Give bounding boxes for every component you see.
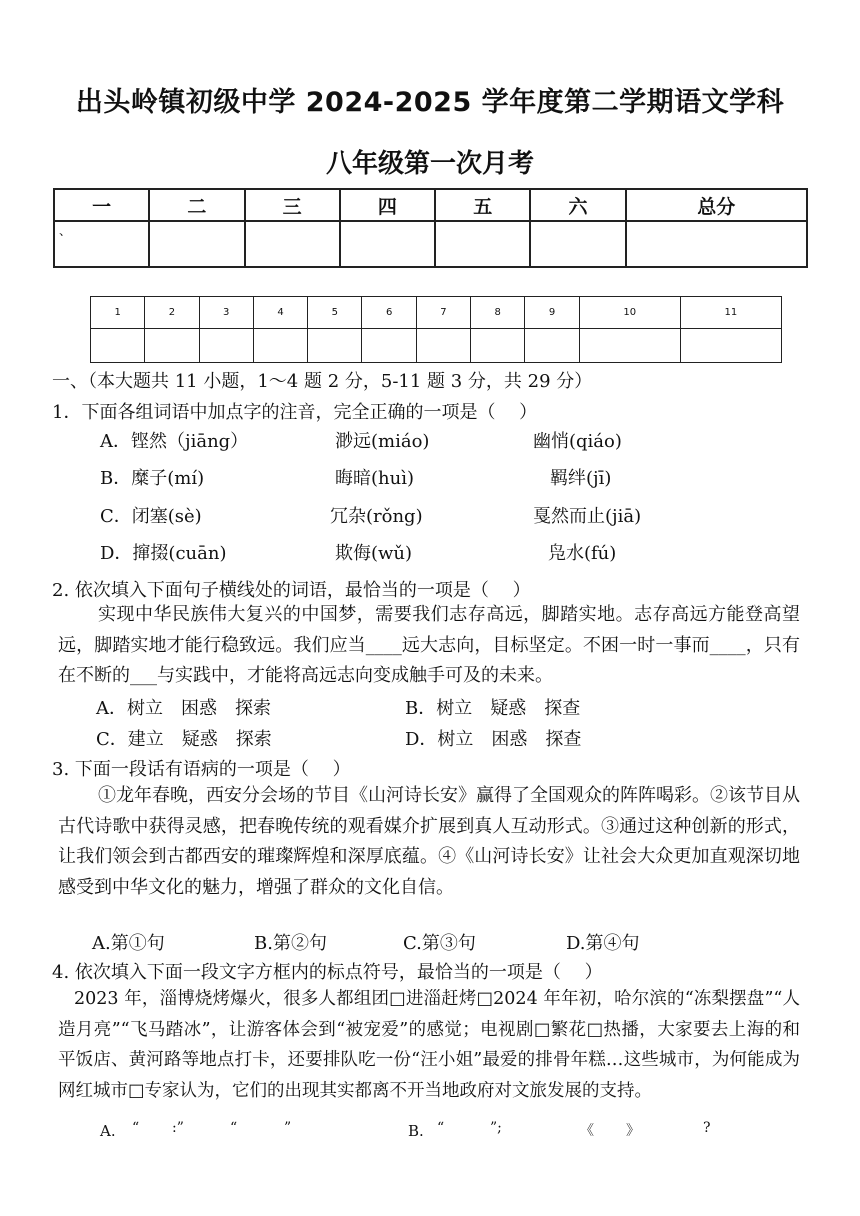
score-header-2: 二 [149,189,244,221]
score-cell-total [626,221,807,267]
score-header-3: 三 [245,189,340,221]
q1-option-c1: C．闭塞(sè) [100,506,202,527]
answer-number: 8 [471,297,525,329]
q4-option-b-label: B. [408,1122,424,1140]
score-header-total: 总分 [626,189,807,221]
score-cell-3 [245,221,340,267]
q1-option-d1: D．撺掇(cuān) [100,543,227,564]
q1-option-a3: 幽悄(qiáo) [533,431,622,452]
q4-passage: 2023 年，淄博烧烤爆火，很多人都组团□进淄赶烤□2024 年年初，哈尔滨的“冻梨摆盘”“人造月亮”“飞马踏冰”，让游客体会到“被宠爱”的感觉；电视剧□繁花□热播，大家要去上海的和平饭店、黄河路等地点打卡，还要排队吃一份“汪小姐”最爱的排骨年糕…这些城市，为何能成为网红城市□专家认为，它们的出现其实都离不开当地政府对文旅发展的支持。 [58,989,800,1101]
q4-option-a-mark4: ” [284,1120,292,1136]
score-cell-2 [149,221,244,267]
q3-option-b: B.第②句 [254,933,327,954]
stray-mark: 、 [59,224,72,238]
answer-number: 1 [91,297,145,329]
answer-grid [90,296,782,363]
q1-option-d2: 欺侮(wǔ) [335,543,413,564]
q1-option-a1: A．铿然（jiāng） [100,431,249,452]
score-cell-1 [54,221,149,267]
q3-option-c: C.第③句 [403,933,476,954]
q2-option-a: A．树立 困惑 探索 [96,698,271,719]
q3-option-d: D.第④句 [566,933,640,954]
q1-option-b3: 羁绊(jī) [550,468,612,489]
q1-option-b1: B．糜子(mí) [100,468,205,489]
q2-option-d: D．树立 困惑 探查 [405,729,582,750]
q4-option-a-mark2: :” [172,1120,184,1136]
q1-option-d3: 凫水(fú) [548,543,617,564]
score-cell-5 [435,221,530,267]
answer-number: 11 [680,297,781,329]
exam-title: 出头岭镇初级中学 2024-2025 学年度第二学期语文学科 [75,87,785,118]
q2-stem: 2. 依次填入下面句子横线处的词语，最恰当的一项是（ ） [52,580,531,601]
q2-passage: 实现中华民族伟大复兴的中国梦，需要我们志存高远，脚踏实地。志存高远方能登高望远，脚踏实地才能行稳致远。我们应当____远大志向，目标坚定。不困一时一事而____，只有在不断的___与实践中，才能将高远志向变成触手可及的未来。 [58,604,800,686]
score-cell-4 [340,221,435,267]
answer-number: 9 [525,297,579,329]
score-table [53,188,808,268]
answer-cell [308,329,362,363]
q4-option-b-mark5: ? [703,1120,711,1136]
q4-option-a-mark1: “ [132,1120,140,1136]
answer-cell [416,329,470,363]
answer-number: 10 [579,297,680,329]
answer-number: 7 [416,297,470,329]
exam-subtitle: 八年级第一次月考 [325,149,534,179]
q2-option-b: B．树立 疑惑 探查 [405,698,581,719]
q1-option-c3: 戛然而止(jiā) [533,506,642,527]
answer-cell [471,329,525,363]
q1-stem: 1．下面各组词语中加点字的注音，完全正确的一项是（ ） [52,402,538,423]
q4-stem: 4. 依次填入下面一段文字方框内的标点符号，最恰当的一项是（ ） [52,962,603,983]
q1-option-c2: 冗杂(rǒng) [330,506,423,527]
answer-number: 6 [362,297,416,329]
q4-option-b-mark4: 》 [626,1123,640,1139]
section-heading: 一、（本大题共 11 小题，1～4 题 2 分，5-11 题 3 分，共 29 分） [52,371,593,392]
score-header-6: 六 [530,189,625,221]
answer-cell [145,329,199,363]
answer-cell [525,329,579,363]
answer-number: 5 [308,297,362,329]
score-cell-6 [530,221,625,267]
q1-option-b2: 晦暗(huì) [335,468,414,489]
answer-cell [253,329,307,363]
q4-option-b-mark2: ”; [490,1120,502,1136]
score-header-4: 四 [340,189,435,221]
answer-number: 2 [145,297,199,329]
q4-option-b-mark1: “ [437,1120,445,1136]
answer-number: 4 [253,297,307,329]
q1-option-a2: 渺远(miáo) [335,431,430,452]
q3-option-a: A.第①句 [92,933,165,954]
answer-cell [680,329,781,363]
answer-cell [91,329,145,363]
answer-cell [199,329,253,363]
q3-stem: 3. 下面一段话有语病的一项是（ ） [52,759,351,780]
answer-cell [579,329,680,363]
answer-cell [362,329,416,363]
answer-number: 3 [199,297,253,329]
q4-option-b-mark3: 《 [580,1123,594,1139]
q4-option-a-label: A. [100,1122,116,1140]
score-header-1: 一 [54,189,149,221]
q4-option-a-mark3: “ [230,1120,238,1136]
q3-passage: ①龙年春晚，西安分会场的节目《山河诗长安》赢得了全国观众的阵阵喝彩。②该节目从古代诗歌中获得灵感，把春晚传统的观看媒介扩展到真人互动形式。③通过这种创新的形式，让我们领会到古都西安的璀璨辉煌和深厚底蕴。④《山河诗长安》让社会大众更加直观深切地感受到中华文化的魅力，增强了群众的文化自信。 [58,785,800,898]
score-header-5: 五 [435,189,530,221]
q2-option-c: C．建立 疑惑 探索 [96,729,272,750]
